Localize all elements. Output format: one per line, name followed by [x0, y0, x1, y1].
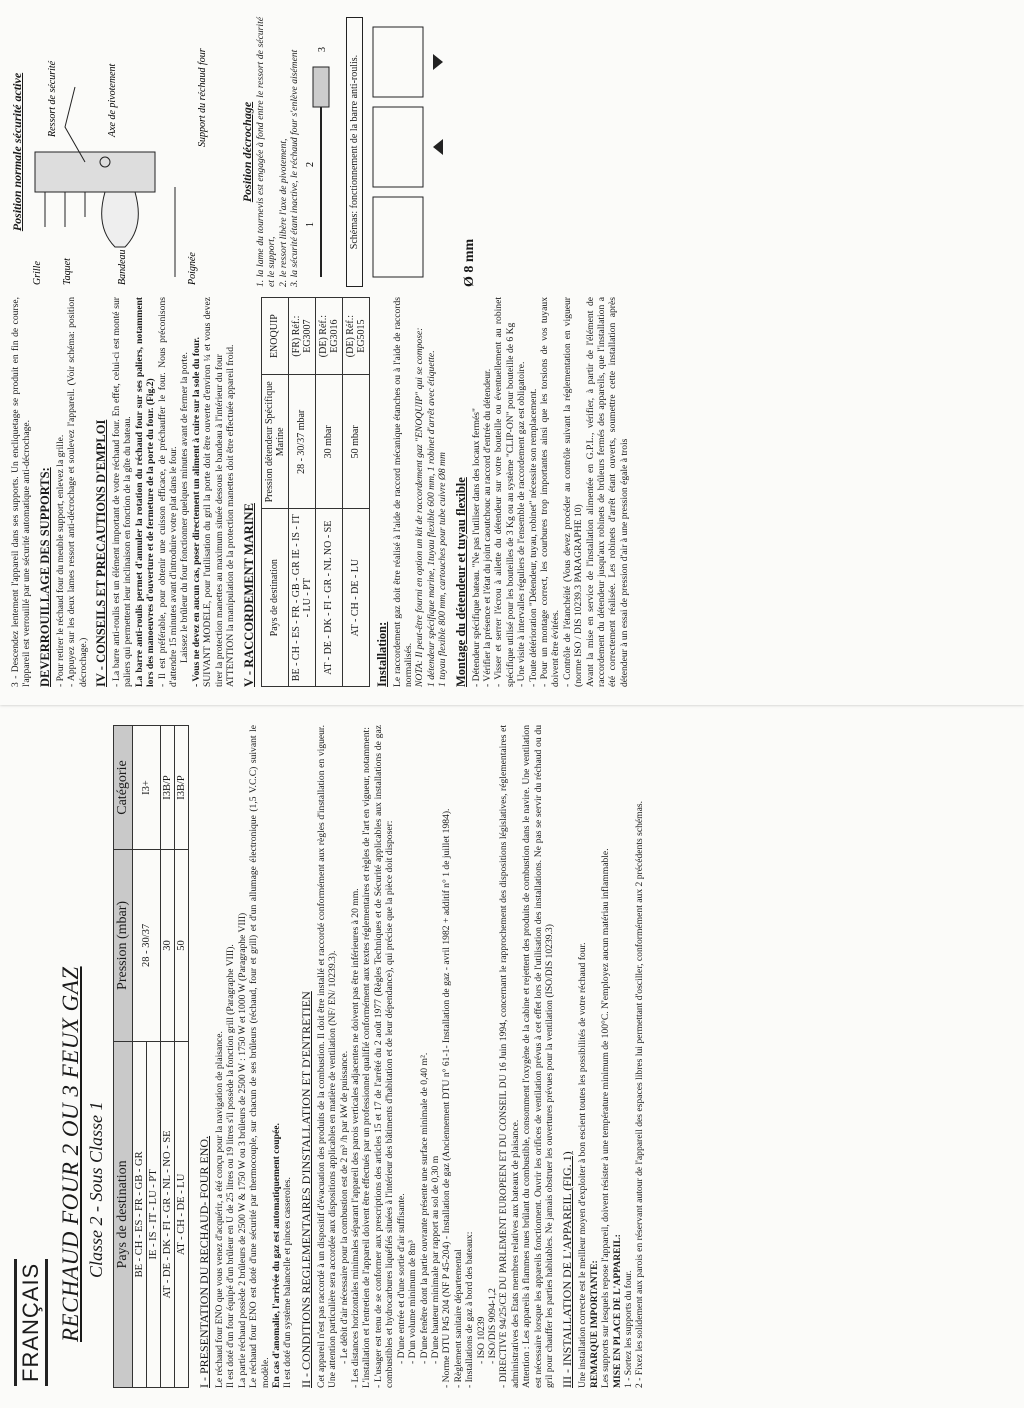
cell: 28 - 30/37: [133, 850, 161, 1042]
paragraph: ATTENTION la manipulation de la protection manettes doit être effectuée appareil froid.: [225, 344, 237, 687]
paragraph: - La barre anti-roulis est un élément important de votre réchaud four. En effet, celui-ci est monté sur paliers qui permettent leur inclinaison en fonction de la gîte du bateau.: [111, 297, 134, 687]
paragraph: - D'une fenêtre dont la partie ouvrante présente une surface minimale de 0,40 m².: [418, 1052, 430, 1364]
cell: 28 - 30/37 mbar: [288, 375, 315, 509]
cell: 30 mbar: [315, 375, 342, 509]
diagram-column: [10, 17, 478, 287]
paragraph: Le raccordement gaz doit être réalisé à l'aide de raccord mécanique étanches ou à l'aide de raccords normalisés.: [391, 297, 414, 687]
handle-shape: [313, 67, 329, 107]
cell: BE - CH - ES - FR - GB - GR IE - IS - IT - LU - PT: [288, 509, 315, 687]
cell: BE - CH - ES - FR - GB - GR: [133, 1041, 147, 1387]
paragraph: 1 - Sortez les supports du four.: [623, 1270, 634, 1388]
decrochage-title: Position décrochage: [240, 101, 254, 203]
cell: (DE) Réf.: EG3016: [315, 298, 342, 375]
paragraph: - Vérifier la présence et l'état du joint caoutchouc au raccord d'entrée du détendeur.: [481, 368, 493, 687]
paragraph: - Norme DTU P45 204 (NF P 45-204) - Installation de gaz (Anciennement DTU n° 61-1- Installation de gaz - avril 1982 + additif n° 1 de juillet 1984).: [441, 808, 453, 1388]
paragraph: - ISO/DIS 9094-1,2: [486, 1288, 498, 1364]
paragraph: 3 - Descendez lentement l'appareil dans ses supports. Un encliquetage se produit en fin de course, l'appareil est verrouillé par une sécurité automatique anti-décrochage.: [10, 297, 33, 687]
section-5-title: V - RACCORDEMENT MARINE: [241, 503, 256, 687]
paragraph: Attention : Les appareils à flammes nues brûlant du combustible, consomment l'oxygène de la cabine et rejettent des produits de combustion dans le navire. Une ventilation est nécessaire lorsque les appareils fonctionnent. Ouvrir les orifices de ventilation prévus à cet effet lors de l'utilisation des installations. Ne pas se servir du réchaud ou du gril pour chauffer les parties habitables. Ne jamais obstruer les ouvertures prévues pour la ventilation (ISO/DIS 10239.3): [521, 725, 555, 1388]
cell: I3B/P: [161, 726, 175, 850]
paragraph: - D'une entrée et d'une sortie d'air suffisante.: [395, 1193, 407, 1364]
stove-shape: [373, 107, 423, 187]
section-2-title: II - CONDITIONS REGLEMENTAIRES D'INSTALLATION ET D'ENTRETIEN: [298, 991, 313, 1388]
col-header-country: Pays de destination: [261, 509, 288, 687]
paragraph: 2 - Fixez les solidement aux parois en réservant autour de l'appareil des espaces libres lui permettant d'osciller, conformément aux 2 précédents schémas.: [634, 800, 646, 1388]
paragraph: 1 détendeur spécifique marine, 1tuyau flexible 600 mm, 1 robinet d'arrêt avec étiquette.: [425, 350, 437, 687]
label-bandeau: Bandeau: [117, 249, 128, 285]
paragraph: 1 tuyau flexible 800 mm, cartouches pour tube cuivre Ø8 mm: [437, 452, 449, 687]
security-diagram: [25, 17, 235, 287]
paragraph: - Règlement sanitaire départemental: [452, 1249, 464, 1388]
table-row: [133, 726, 147, 1388]
text-column: [10, 297, 630, 687]
paragraph: - Appuyez sur les deux lames ressort anti-décrochage et soulevez l'appareil. (Voir schéma: position décrochage.): [66, 297, 89, 687]
cell: AT - DE - DK - FI - GR - NL - NO - SE: [161, 1041, 175, 1387]
paragraph: 2. le ressort libère l'axe de pivotement,: [277, 138, 289, 287]
paragraph: - Détendeur spécifique bateau. "Ne pas l'utiliser dans des locaux fermés": [470, 408, 482, 687]
paragraph: Cet appareil n'est pas raccordé à un dispositif d'évacuation des produits de la combustion. Il doit être installé et raccordé conformément aux règles d'installation en vigueur. Une attention particulière sera accordée aux dispositions applicables en matière de ventilation (NF/ EN/ 10239.3).: [315, 725, 339, 1388]
left-page: [0, 705, 1024, 1408]
anti-roll-diagram: [363, 17, 453, 287]
stove-shape: [373, 197, 423, 277]
bandeau-shape: [102, 192, 139, 247]
arrow-down-icon: [433, 54, 443, 70]
col-header-pressure: Pression (mbar): [114, 850, 133, 1042]
num-1: 1: [304, 222, 316, 227]
paragraph: - Installations de gaz à bord des bateaux:: [464, 1231, 476, 1388]
paragraph: 1. la lame du tournevis est engagée à fond entre le ressort de sécurité et le support,: [255, 17, 278, 287]
paragraph: NOTA: Il peut-être fourni en option un kit de raccordement gaz "ENOQUIP" qui se compose:: [414, 327, 426, 687]
paragraph: - Pour un montage correct, les courbures trop importantes ainsi que les torsions de vos tuyaux doivent être évitées.: [538, 297, 562, 687]
document-subtitle: Classe 2 - Sous Classe 1: [86, 1101, 106, 1278]
cell: I3B/P: [175, 726, 189, 850]
table-row: [175, 726, 189, 1388]
paragraph: Les supports sur lesquels repose l'appareil, doivent résister à une température minimum de 100°C. N'employez aucun matériau inflammable.: [600, 848, 612, 1388]
paragraph: Laissez le brûleur du four fonctionner quelques minutes avant de fermer la porte.: [179, 352, 191, 663]
paragraph: Avant la mise en service de l'installation alimentée en G.P.L., vérifier, à partir de l'élément de raccordement du détendeur jusqu'aux robinets de brûleurs fermés des appareils, que l'installation a été correctement réalisée. Les robinets d'arrêt étant ouverts, soumettre cette installation après détendeur à un essai de pression d'air à une pression égale à trois: [584, 297, 630, 687]
installation-title: Installation:: [374, 621, 389, 687]
table-row: [288, 298, 315, 687]
paragraph: MISE EN PLACE DE L'APPAREIL:: [611, 1234, 623, 1388]
paragraph: SUIVANT MODELE, pour l'utilisation du gril la porte doit être ouverte d'environ ¼ et vous devez tirer la protection manettes au maximum située dessous le bandeau à l'intérieur du four: [202, 297, 225, 687]
cell: 50 mbar: [342, 375, 369, 509]
col-header-enoquip: ENOQUIP: [261, 298, 288, 375]
paragraph: - Toute détérioration "Détendeur, tuyau, robinet" nécessite son remplacement.: [527, 388, 539, 687]
paragraph: - Une visite à intervalles réguliers de l'ensemble de raccordement gaz est obligatoire.: [516, 361, 528, 687]
col-header-category: Catégorie: [114, 726, 133, 850]
cell: 50: [175, 850, 189, 1042]
table-row: [315, 298, 342, 687]
label-ressort: Ressort de sécurité: [47, 60, 58, 137]
class-table: [113, 725, 189, 1388]
paragraph: 3. la sécurité étant inactive, le réchaud four s'enlève aisément: [289, 49, 301, 287]
paragraph: La barre anti-roulis permet d'annuler la rotation du réchaud four sur ses paliers, notamment lors des manoeuvres d'ouverture et de fermeture de la porte du four. (Fig.2): [133, 297, 157, 687]
schema-caption: Schémas: fonctionnement de la barre anti-roulis.: [346, 17, 363, 287]
paragraph: - DIRECTIVE 94/25/CE DU PARLEMENT EUROPEEN ET DU CONSEIL DU 16 Juin 1994, concernant le rapprochement des dispositions législatives, réglementaires et administratives des Etats membres relatives aux bateaux de plaisance.: [498, 725, 521, 1388]
cell: (FR) Réf.: EG3007: [288, 298, 315, 375]
unlock-title: DEVERROUILLAGE DES SUPPORTS:: [37, 467, 52, 687]
document-title: RECHAUD FOUR 2 OU 3 FEUX GAZ: [58, 966, 83, 1342]
cell: IE - IS - IT - LU - PT: [147, 1041, 161, 1387]
language-label: FRANÇAIS: [14, 1259, 48, 1386]
num-2: 2: [304, 162, 316, 167]
paragraph: - L'usager est tenu de se conformer aux prescriptions des articles 15 et 17 de l'arrêté du 2 août 1977 (Règles Techniques et de Sécurité applicables aux installations de gaz combustibles et hydrocarbures liquéfiés situées à l'intérieur des bâtiments d'habitation et de leur dépendance), qui précise que la pièce doit disposer:: [372, 725, 396, 1388]
screwdriver-diagram: [301, 17, 341, 287]
section-1-title: I - PRESENTATION DU RECHAUD- FOUR ENO.: [197, 1135, 211, 1388]
paragraph: - Pour retirer le réchaud four du meuble support, enlevez la grille.: [54, 434, 66, 687]
left-page-content: [0, 705, 1024, 1408]
montage-title: Montage du détendeur et tuyau flexible: [453, 477, 468, 687]
arrow-up-icon: [433, 139, 443, 155]
cell: 30: [161, 850, 175, 1042]
paragraph: - D'une hauteur minimale par rapport au sol de 0,30 m: [429, 1155, 441, 1364]
diameter-label: Ø 8 mm: [461, 238, 477, 287]
cell: AT - CH - DE - LU: [342, 509, 369, 687]
spring-line: [65, 87, 85, 162]
cell: AT - CH - DE - LU: [175, 1041, 189, 1387]
stove-shape: [373, 27, 423, 97]
paragraph: REMARQUE IMPORTANTE:: [588, 1260, 600, 1388]
col-header-pressure: Pression détendeur Spécifique Marine: [261, 375, 288, 509]
paragraph: - Contrôle de l'étanchéité (Vous devez procéder au contrôle suivant la réglementation en vigueur (norme ISO / DIS 10239.3 PARAGRAPHE 10): [561, 297, 585, 687]
paragraph: En cas d'anomalie, l'arrivée du gaz est automatiquement coupée.: [271, 1123, 283, 1388]
paragraph: Il est doté d'un four équipé d'un brûleur en U de 25 litres ou 19 litres s'il possède la fonction grill (Paragraphe VIII).: [225, 944, 237, 1388]
paragraph: - Les distances horizontales minimales séparant l'appareil des parois verticales adjacentes ne doivent pas être inférieures à 20 mm.: [350, 888, 362, 1388]
label-taquet: Taquet: [62, 258, 73, 285]
paragraph: - Il est préférable, pour obtenir une cuisson efficace, de préchauffer le four. Nous préconisons d'attendre 15 minutes avant d'introduire votre plat dans le four.: [156, 297, 180, 687]
label-axe: Axe de pivotement: [107, 63, 118, 137]
support-block: [35, 152, 155, 192]
cell: I3+: [133, 726, 161, 850]
section-3-title: III - INSTALLATION DE L'APPAREIL (FIG. 1): [560, 1151, 575, 1388]
cell: AT - DE - DK - FI - GR - NL NO - SE: [315, 509, 342, 687]
paragraph: L'installation et l'entretien de l'appareil doivent être effectués par un professionnel qualifié conformément aux textes réglementaires et règles de l'art en vigueur, notamment:: [361, 727, 373, 1388]
label-grille: Grille: [32, 261, 43, 285]
paragraph: - Visser et serrer l'écrou à ailette du détendeur sur votre bouteille ou éventuellement au robinet spécifique utilisé pour les bouteilles de 3 Kg ou au système "CLIP-ON" pour bouteille de 6 Kg: [493, 297, 516, 687]
label-support: Support du réchaud four: [197, 48, 208, 147]
marine-table: [261, 297, 370, 687]
diagram-title: Position normale sécurité active: [10, 72, 24, 232]
paragraph: Le réchaud four ENO est doté d'une sécurité par thermocouple, sur chacun de ses brûleurs (réchaud, four et grill) et d'un allumage électronique (1,5 V.C.C) suivant le modèle.: [248, 725, 271, 1388]
table-row: [161, 726, 175, 1388]
num-3: 3: [316, 47, 328, 52]
col-header-country: Pays de destination: [114, 1041, 133, 1387]
paragraph: - Vous ne devez en aucun cas, poser directement un aliment à cuire sur la sole du four.: [190, 337, 202, 687]
section-4-title: IV - CONSEILS ET PRECAUTIONS D'EMPLOI: [94, 419, 109, 687]
paragraph: - D'un volume minimum de 8m³: [407, 1240, 419, 1364]
grille-lines: [45, 192, 85, 227]
paragraph: Il est doté d'un système balancelle et pinces casseroles.: [282, 1177, 294, 1388]
paragraph: Une installation correcte est le meilleur moyen d'exploiter à bon escient toutes les possibilités de votre réchaud four.: [577, 942, 589, 1388]
table-row: [342, 298, 369, 687]
paragraph: - Le débit d'air nécessaire pour la combustion est de 2 m³ /h par kW de puissance.: [338, 1050, 350, 1364]
cell: (DE) Réf.: EG5015: [342, 298, 369, 375]
paragraph: - ISO 10239: [475, 1316, 487, 1364]
paragraph: Le réchaud four ENO que vous venez d'acquérir, a été conçu pour la navigation de plaisance.: [214, 1031, 225, 1388]
label-poignee: Poignée: [187, 252, 198, 285]
paragraph: La partie réchaud possède 2 brûleurs de 2500 W & 1750 W ou 3 brûleurs de 2500 W : 1750 W et 1000 W (Paragraphe VIII): [236, 912, 248, 1388]
